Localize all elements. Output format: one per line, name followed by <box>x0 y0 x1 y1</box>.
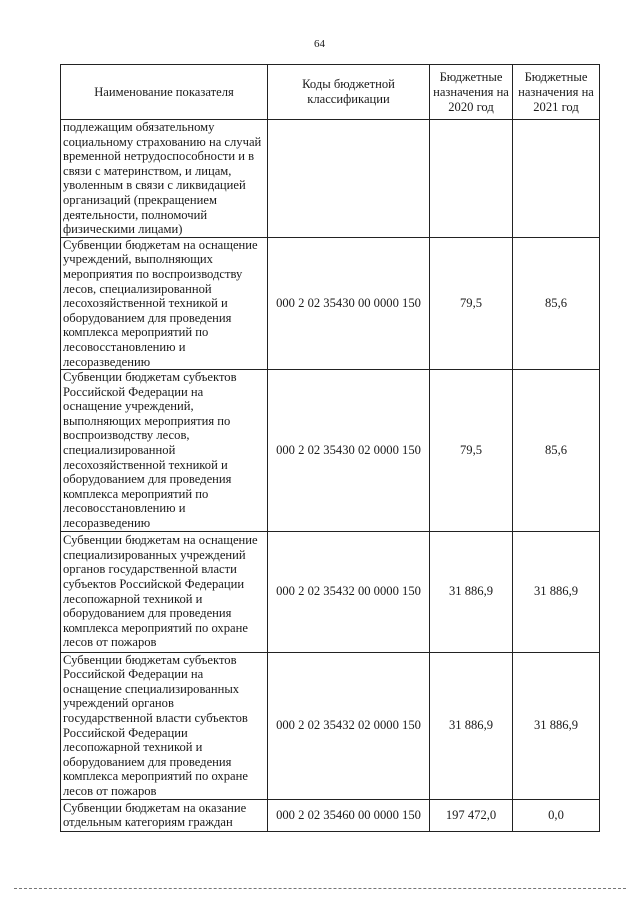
page-bottom-rule <box>14 888 626 889</box>
budget-2020-cell: 31 886,9 <box>430 531 513 652</box>
budget-code-cell: 000 2 02 35430 00 0000 150 <box>268 237 430 369</box>
header-indicator-name: Наименование показателя <box>61 65 268 120</box>
header-budget-code: Коды бюджетной классификации <box>268 65 430 120</box>
budget-2021-cell: 31 886,9 <box>513 531 600 652</box>
table-row <box>61 370 600 532</box>
budget-2021-cell: 31 886,9 <box>513 652 600 799</box>
indicator-name-cell: Субвенции бюджетам субъектов Российской Федерации на оснащение учреждений, выполняющих мероприятия по воспроизводству лесов, специализированной лесохозяйственной техникой и оборудованием для проведения комплекса мероприятий по лесовосстановлению и лесоразведению <box>61 370 268 532</box>
indicator-name-cell: Субвенции бюджетам на оснащение специализированных учреждений органов государственной власти субъектов Российской Федерации лесопожарной техникой и оборудованием для проведения комплекса мероприятий по охране лесов от пожаров <box>61 531 268 652</box>
budget-2021-cell: 85,6 <box>513 237 600 369</box>
budget-code-cell: 000 2 02 35432 02 0000 150 <box>268 652 430 799</box>
budget-code-cell: 000 2 02 35432 00 0000 150 <box>268 531 430 652</box>
budget-code-cell: 000 2 02 35430 02 0000 150 <box>268 370 430 532</box>
table-row <box>61 237 600 369</box>
header-budget-2021: Бюджетные назначения на 2021 год <box>513 65 600 120</box>
indicator-name-cell: Субвенции бюджетам субъектов Российской Федерации на оснащение специализированных учреждений органов государственной власти субъектов Российской Федерации лесопожарной техникой и оборудованием для проведения комплекса мероприятий по охране лесов от пожаров <box>61 652 268 799</box>
budget-2021-cell: 85,6 <box>513 370 600 532</box>
table-row <box>61 799 600 831</box>
budget-code-cell <box>268 120 430 238</box>
table-row <box>61 531 600 652</box>
budget-2020-cell: 197 472,0 <box>430 799 513 831</box>
table-row <box>61 652 600 799</box>
budget-2020-cell: 79,5 <box>430 370 513 532</box>
budget-table <box>60 64 600 832</box>
budget-2020-cell <box>430 120 513 238</box>
budget-2020-cell: 79,5 <box>430 237 513 369</box>
header-budget-2020: Бюджетные назначения на 2020 год <box>430 65 513 120</box>
budget-2021-cell <box>513 120 600 238</box>
table-header-row <box>61 65 600 120</box>
indicator-name-cell: подлежащим обязательному социальному страхованию на случай временной нетрудоспособности и в связи с материнством, и лицам, уволенным в связи с ликвидацией организаций (прекращением деятельности, полномочий физическими лицами) <box>61 120 268 238</box>
budget-code-cell: 000 2 02 35460 00 0000 150 <box>268 799 430 831</box>
indicator-name-cell: Субвенции бюджетам на оказание отдельным категориям граждан <box>61 799 268 831</box>
table-row <box>61 120 600 238</box>
budget-2021-cell: 0,0 <box>513 799 600 831</box>
page-number: 64 <box>314 38 325 50</box>
budget-2020-cell: 31 886,9 <box>430 652 513 799</box>
indicator-name-cell: Субвенции бюджетам на оснащение учреждений, выполняющих мероприятия по воспроизводству лесов, специализированной лесохозяйственной техникой и оборудованием для проведения комплекса мероприятий по лесовосстановлению и лесоразведению <box>61 237 268 369</box>
